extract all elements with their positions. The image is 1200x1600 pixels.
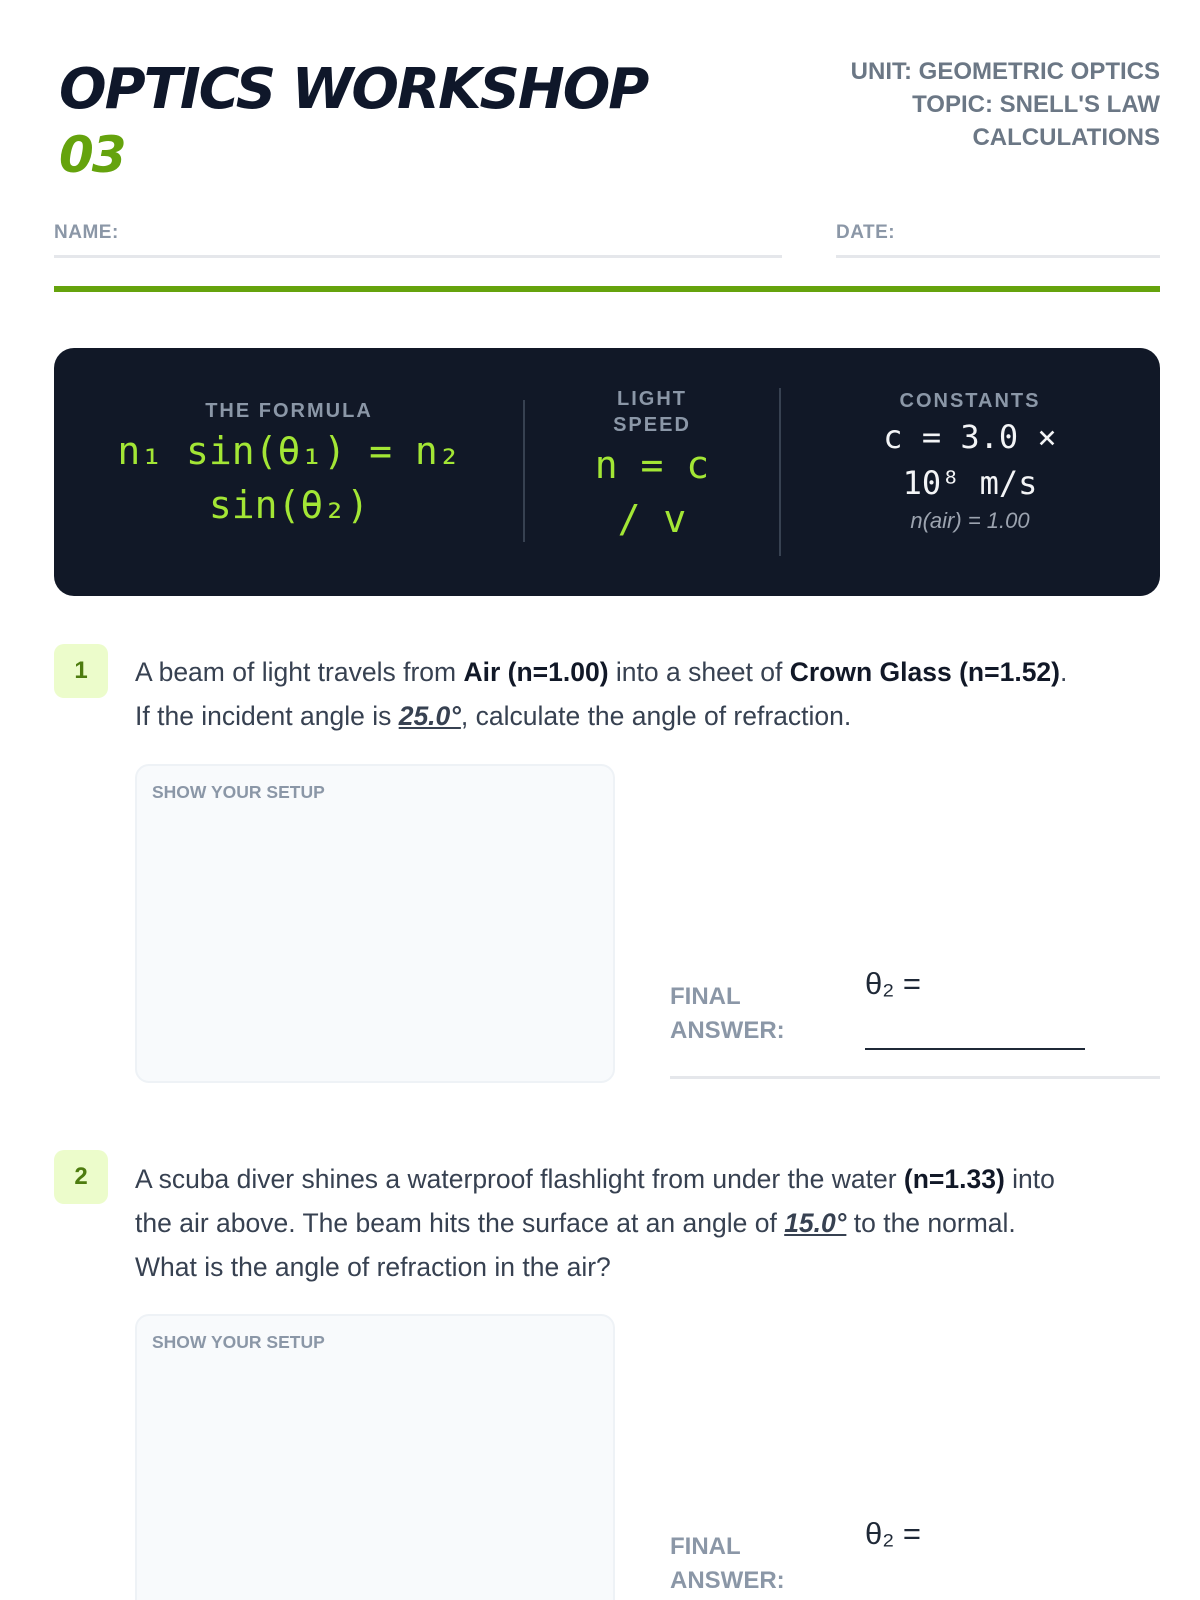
worksheet-title: OPTICS WORKSHOP	[59, 57, 648, 122]
air-index-note: n(air) = 1.00	[910, 508, 1030, 533]
question-number-badge: 1	[54, 644, 108, 698]
medium-1: Air (n=1.00)	[463, 657, 609, 687]
incident-angle: 15.0°	[784, 1208, 847, 1238]
unit-label: UNIT: GEOMETRIC OPTICS	[850, 58, 1160, 85]
date-label: DATE:	[836, 222, 896, 243]
final-answer-label: FINAL ANSWER:	[670, 1533, 785, 1594]
answer-variable: θ₂ =	[865, 1516, 921, 1551]
speed-of-light-line2: 10⁸ m/s	[902, 464, 1038, 502]
name-field[interactable]	[54, 222, 782, 258]
speed-of-light-line1: c = 3.0 ×	[883, 418, 1057, 456]
unit-topic-block	[851, 55, 1160, 154]
formula-column	[54, 348, 524, 596]
snells-law-formula-line1: n₁ sin(θ₁) = n₂	[117, 429, 461, 473]
snells-law-formula-line2: sin(θ₂)	[208, 483, 370, 527]
light-speed-label-line2: SPEED	[613, 414, 691, 436]
header-divider	[54, 286, 1160, 292]
answer-blank[interactable]	[865, 1048, 1085, 1050]
worksheet-number: 03	[59, 126, 125, 184]
medium-2: Crown Glass (n=1.52)	[789, 657, 1060, 687]
answer-divider	[670, 1076, 1160, 1079]
light-speed-column	[524, 348, 780, 596]
formula-panel	[54, 348, 1160, 596]
setup-workspace[interactable]	[135, 764, 615, 1083]
index-formula-line1: n = c	[594, 443, 710, 487]
setup-workspace[interactable]	[135, 1314, 615, 1600]
name-label: NAME:	[54, 222, 119, 243]
question-text: A scuba diver shines a waterproof flashlight from under the water (n=1.33) into the air above. The beam hits the surface at an angle of 15.0° to the normal. What is the angle of refraction in the air?	[135, 1164, 1055, 1282]
final-answer-label: FINAL ANSWER:	[670, 983, 785, 1044]
date-field[interactable]	[836, 222, 1160, 258]
topic-label: TOPIC: SNELL'S LAW	[912, 91, 1160, 118]
answer-variable: θ₂ =	[865, 966, 921, 1001]
formula-label: THE FORMULA	[205, 400, 373, 422]
constants-label: CONSTANTS	[899, 390, 1041, 412]
question-text: A beam of light travels from Air (n=1.00) into a sheet of Crown Glass (n=1.52). If the incident angle is 25.0°, calculate the angle of refraction.	[135, 657, 1068, 731]
constants-column	[780, 348, 1160, 596]
incident-angle: 25.0°	[398, 701, 461, 731]
medium-index: (n=1.33)	[903, 1164, 1005, 1194]
setup-label: SHOW YOUR SETUP	[152, 782, 325, 802]
setup-label: SHOW YOUR SETUP	[152, 1332, 325, 1352]
worksheet-header	[55, 55, 1160, 205]
light-speed-label-line1: LIGHT	[617, 388, 687, 410]
index-formula-line2: / v	[617, 497, 687, 541]
question-number-badge: 2	[54, 1150, 108, 1204]
topic-label-cont: CALCULATIONS	[972, 124, 1160, 151]
